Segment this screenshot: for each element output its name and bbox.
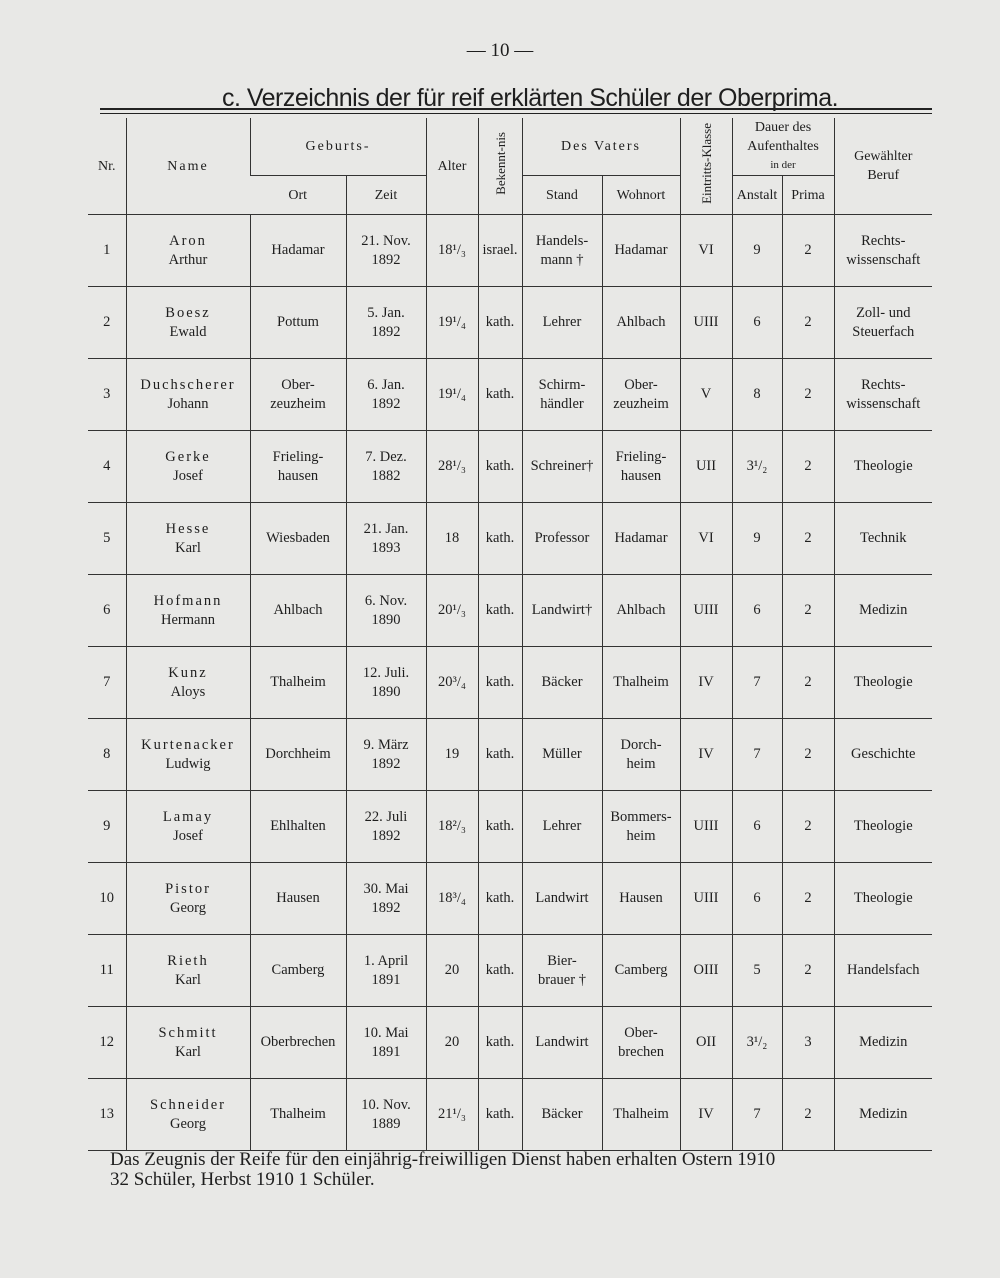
cell-nr: 3	[88, 359, 126, 431]
cell-anstalt: 6	[732, 575, 782, 647]
header-dauer: Dauer des Aufenthaltes in der	[732, 118, 834, 176]
table-row	[88, 575, 932, 647]
cell-ort: Ahlbach	[250, 575, 346, 647]
cell-name: Schneider Georg	[126, 1079, 250, 1151]
cell-wohnort: Bommers- heim	[602, 791, 680, 863]
cell-prima: 2	[782, 287, 834, 359]
cell-zeit: 22. Juli 1892	[346, 791, 426, 863]
cell-wohnort: Dorch- heim	[602, 719, 680, 791]
cell-zeit: 30. Mai 1892	[346, 863, 426, 935]
cell-prima: 2	[782, 215, 834, 287]
table-row	[88, 935, 932, 1007]
cell-stand: Landwirt†	[522, 575, 602, 647]
cell-beruf: Rechts- wissenschaft	[834, 215, 932, 287]
table-row	[88, 1007, 932, 1079]
footnote-line-1: Das Zeugnis der Reife für den einjährig-freiwilligen Dienst haben erhalten Ostern 1910	[110, 1149, 776, 1170]
cell-nr: 13	[88, 1079, 126, 1151]
cell-ort: Wiesbaden	[250, 503, 346, 575]
cell-alter: 18¹/₃	[426, 215, 478, 287]
table-row	[88, 863, 932, 935]
cell-wohnort: Ahlbach	[602, 575, 680, 647]
cell-name: Boesz Ewald	[126, 287, 250, 359]
header-name: Name	[126, 118, 250, 215]
cell-klasse: UIII	[680, 791, 732, 863]
cell-klasse: V	[680, 359, 732, 431]
cell-bek: kath.	[478, 359, 522, 431]
cell-bek: kath.	[478, 1079, 522, 1151]
header-prima: Prima	[782, 176, 834, 215]
cell-ort: Frieling- hausen	[250, 431, 346, 503]
cell-anstalt: 7	[732, 1079, 782, 1151]
table-row	[88, 791, 932, 863]
header-nr: Nr.	[88, 118, 126, 215]
cell-anstalt: 5	[732, 935, 782, 1007]
page-title: c. Verzeichnis der für reif erklärten Schüler der Oberprima.	[221, 84, 839, 112]
cell-wohnort: Ober- brechen	[602, 1007, 680, 1079]
header-ort: Ort	[250, 176, 346, 215]
cell-bek: kath.	[478, 863, 522, 935]
table-row	[88, 287, 932, 359]
header-anstalt: Anstalt	[732, 176, 782, 215]
cell-stand: Bäcker	[522, 647, 602, 719]
header-alter: Alter	[426, 118, 478, 215]
cell-name: Schmitt Karl	[126, 1007, 250, 1079]
cell-name: Rieth Karl	[126, 935, 250, 1007]
cell-klasse: IV	[680, 719, 732, 791]
table-row	[88, 719, 932, 791]
cell-nr: 1	[88, 215, 126, 287]
cell-nr: 11	[88, 935, 126, 1007]
cell-beruf: Geschichte	[834, 719, 932, 791]
cell-stand: Müller	[522, 719, 602, 791]
table-row	[88, 503, 932, 575]
cell-bek: kath.	[478, 791, 522, 863]
cell-alter: 18	[426, 503, 478, 575]
cell-name: Kurtenacker Ludwig	[126, 719, 250, 791]
cell-ort: Dorchheim	[250, 719, 346, 791]
header-stand: Stand	[522, 176, 602, 215]
header-geburts: Geburts-	[250, 118, 426, 176]
cell-klasse: IV	[680, 1079, 732, 1151]
header-eintritts-klasse: Eintritts-Klasse	[680, 118, 732, 215]
cell-bek: kath.	[478, 1007, 522, 1079]
cell-klasse: UIII	[680, 287, 732, 359]
cell-alter: 18²/₃	[426, 791, 478, 863]
cell-beruf: Medizin	[834, 575, 932, 647]
cell-prima: 2	[782, 575, 834, 647]
cell-ort: Ober- zeuzheim	[250, 359, 346, 431]
cell-anstalt: 6	[732, 863, 782, 935]
cell-prima: 2	[782, 863, 834, 935]
header-wohnort: Wohnort	[602, 176, 680, 215]
header-beruf: Gewählter Beruf	[834, 118, 932, 215]
header-des-vaters: Des Vaters	[522, 118, 680, 176]
header-bekenntnis: Bekennt-nis	[478, 118, 522, 215]
cell-zeit: 7. Dez. 1882	[346, 431, 426, 503]
cell-zeit: 9. März 1892	[346, 719, 426, 791]
cell-name: Hesse Karl	[126, 503, 250, 575]
cell-beruf: Medizin	[834, 1079, 932, 1151]
title-rule-thin	[100, 113, 932, 114]
cell-anstalt: 6	[732, 791, 782, 863]
cell-zeit: 10. Nov. 1889	[346, 1079, 426, 1151]
cell-ort: Thalheim	[250, 1079, 346, 1151]
cell-klasse: UII	[680, 431, 732, 503]
cell-nr: 7	[88, 647, 126, 719]
cell-anstalt: 7	[732, 647, 782, 719]
cell-zeit: 10. Mai 1891	[346, 1007, 426, 1079]
cell-prima: 2	[782, 1079, 834, 1151]
cell-stand: Schreiner†	[522, 431, 602, 503]
cell-alter: 19¹/₄	[426, 359, 478, 431]
cell-bek: israel.	[478, 215, 522, 287]
cell-klasse: VI	[680, 503, 732, 575]
cell-beruf: Zoll- und Steuerfach	[834, 287, 932, 359]
cell-stand: Lehrer	[522, 287, 602, 359]
cell-alter: 28¹/₃	[426, 431, 478, 503]
cell-stand: Landwirt	[522, 863, 602, 935]
cell-alter: 20	[426, 1007, 478, 1079]
cell-nr: 2	[88, 287, 126, 359]
cell-ort: Camberg	[250, 935, 346, 1007]
cell-prima: 2	[782, 791, 834, 863]
cell-stand: Bäcker	[522, 1079, 602, 1151]
footnote	[110, 1150, 930, 1190]
cell-zeit: 6. Nov. 1890	[346, 575, 426, 647]
cell-bek: kath.	[478, 575, 522, 647]
cell-zeit: 5. Jan. 1892	[346, 287, 426, 359]
cell-wohnort: Hadamar	[602, 215, 680, 287]
footnote-line-2: 32 Schüler, Herbst 1910 1 Schüler.	[110, 1169, 375, 1190]
cell-prima: 2	[782, 719, 834, 791]
cell-nr: 8	[88, 719, 126, 791]
cell-alter: 20	[426, 935, 478, 1007]
cell-klasse: VI	[680, 215, 732, 287]
cell-stand: Bier- brauer †	[522, 935, 602, 1007]
cell-bek: kath.	[478, 647, 522, 719]
cell-name: Gerke Josef	[126, 431, 250, 503]
cell-klasse: UIII	[680, 575, 732, 647]
cell-beruf: Medizin	[834, 1007, 932, 1079]
cell-klasse: OIII	[680, 935, 732, 1007]
cell-nr: 9	[88, 791, 126, 863]
table-row	[88, 215, 932, 287]
cell-wohnort: Ahlbach	[602, 287, 680, 359]
cell-wohnort: Camberg	[602, 935, 680, 1007]
table-row	[88, 1079, 932, 1151]
graduates-table	[88, 118, 932, 1151]
cell-nr: 10	[88, 863, 126, 935]
cell-ort: Thalheim	[250, 647, 346, 719]
cell-bek: kath.	[478, 719, 522, 791]
table-row	[88, 431, 932, 503]
cell-anstalt: 8	[732, 359, 782, 431]
cell-beruf: Theologie	[834, 647, 932, 719]
cell-name: Hofmann Hermann	[126, 575, 250, 647]
table-row	[88, 647, 932, 719]
cell-anstalt: 6	[732, 287, 782, 359]
cell-stand: Lehrer	[522, 791, 602, 863]
cell-stand: Schirm- händler	[522, 359, 602, 431]
cell-alter: 19¹/₄	[426, 287, 478, 359]
cell-alter: 21¹/₃	[426, 1079, 478, 1151]
cell-alter: 20¹/₃	[426, 575, 478, 647]
cell-zeit: 21. Jan. 1893	[346, 503, 426, 575]
cell-stand: Professor	[522, 503, 602, 575]
cell-name: Pistor Georg	[126, 863, 250, 935]
cell-klasse: OII	[680, 1007, 732, 1079]
cell-zeit: 12. Juli. 1890	[346, 647, 426, 719]
cell-wohnort: Ober- zeuzheim	[602, 359, 680, 431]
cell-nr: 6	[88, 575, 126, 647]
cell-alter: 19	[426, 719, 478, 791]
cell-wohnort: Frieling- hausen	[602, 431, 680, 503]
cell-nr: 5	[88, 503, 126, 575]
cell-beruf: Technik	[834, 503, 932, 575]
cell-beruf: Theologie	[834, 791, 932, 863]
cell-zeit: 21. Nov. 1892	[346, 215, 426, 287]
cell-beruf: Rechts- wissenschaft	[834, 359, 932, 431]
cell-stand: Handels- mann †	[522, 215, 602, 287]
cell-nr: 12	[88, 1007, 126, 1079]
cell-nr: 4	[88, 431, 126, 503]
cell-bek: kath.	[478, 503, 522, 575]
table-row	[88, 359, 932, 431]
cell-alter: 20³/₄	[426, 647, 478, 719]
cell-name: Lamay Josef	[126, 791, 250, 863]
cell-beruf: Theologie	[834, 431, 932, 503]
cell-anstalt: 3¹/₂	[732, 431, 782, 503]
cell-ort: Hausen	[250, 863, 346, 935]
cell-stand: Landwirt	[522, 1007, 602, 1079]
cell-zeit: 6. Jan. 1892	[346, 359, 426, 431]
cell-prima: 2	[782, 935, 834, 1007]
cell-prima: 2	[782, 359, 834, 431]
cell-beruf: Theologie	[834, 863, 932, 935]
cell-beruf: Handelsfach	[834, 935, 932, 1007]
cell-klasse: UIII	[680, 863, 732, 935]
cell-wohnort: Thalheim	[602, 1079, 680, 1151]
cell-ort: Ehlhalten	[250, 791, 346, 863]
cell-anstalt: 7	[732, 719, 782, 791]
page-number: — 10 —	[466, 40, 534, 61]
header-zeit: Zeit	[346, 176, 426, 215]
title-rule	[100, 108, 932, 110]
cell-wohnort: Hadamar	[602, 503, 680, 575]
cell-ort: Hadamar	[250, 215, 346, 287]
cell-alter: 18³/₄	[426, 863, 478, 935]
cell-prima: 2	[782, 647, 834, 719]
cell-prima: 3	[782, 1007, 834, 1079]
cell-name: Duchscherer Johann	[126, 359, 250, 431]
cell-anstalt: 9	[732, 215, 782, 287]
cell-name: Aron Arthur	[126, 215, 250, 287]
cell-bek: kath.	[478, 935, 522, 1007]
cell-ort: Oberbrechen	[250, 1007, 346, 1079]
cell-wohnort: Thalheim	[602, 647, 680, 719]
cell-anstalt: 9	[732, 503, 782, 575]
cell-anstalt: 3¹/₂	[732, 1007, 782, 1079]
cell-name: Kunz Aloys	[126, 647, 250, 719]
cell-prima: 2	[782, 503, 834, 575]
cell-bek: kath.	[478, 287, 522, 359]
cell-wohnort: Hausen	[602, 863, 680, 935]
cell-ort: Pottum	[250, 287, 346, 359]
cell-zeit: 1. April 1891	[346, 935, 426, 1007]
cell-prima: 2	[782, 431, 834, 503]
cell-bek: kath.	[478, 431, 522, 503]
cell-klasse: IV	[680, 647, 732, 719]
